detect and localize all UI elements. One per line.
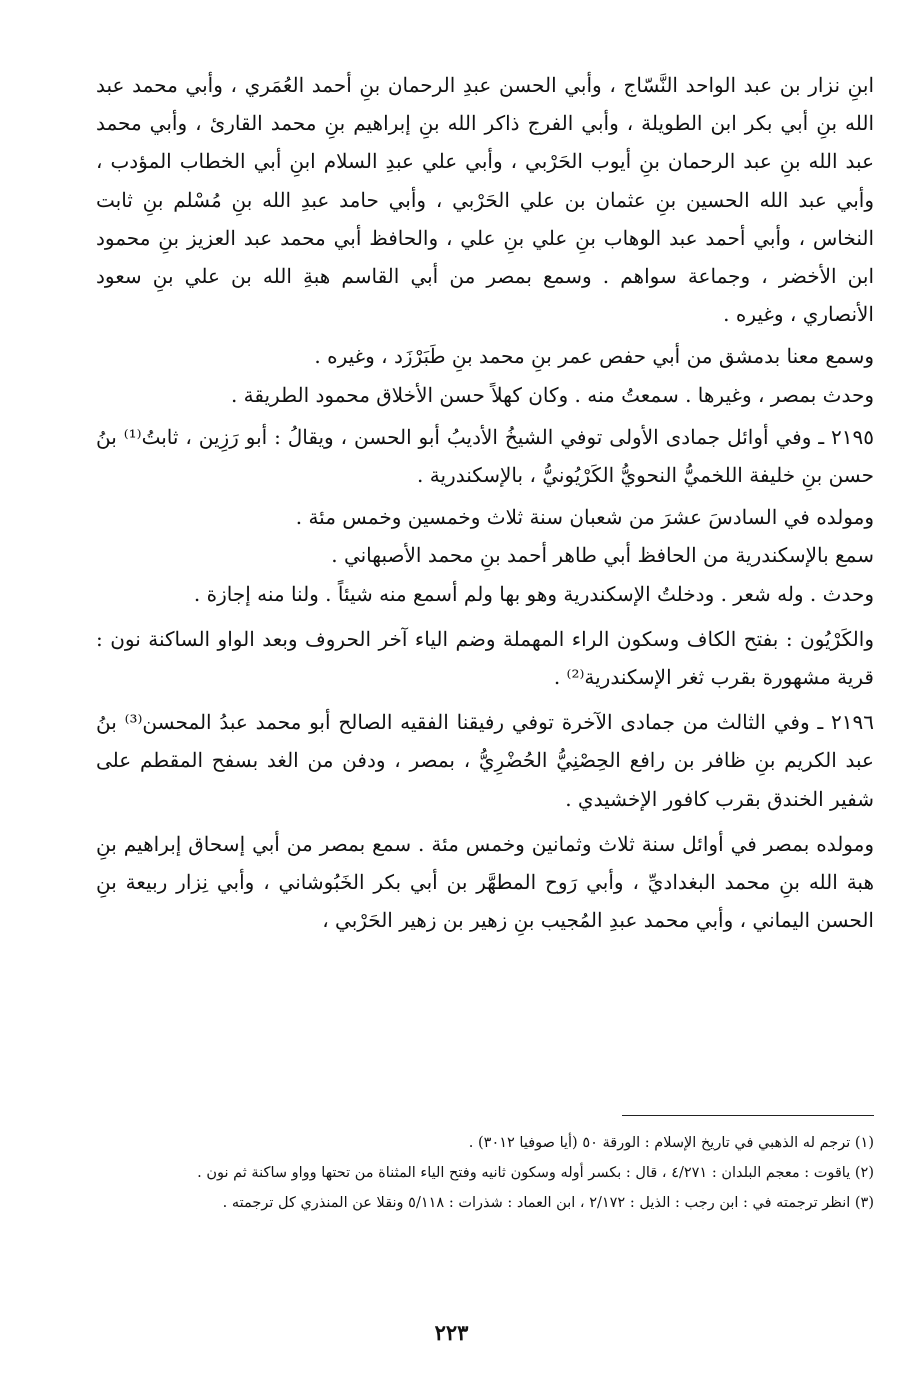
paragraph-poetry-2195: وحدث . وله شعر . ودخلتُ الإسكندرية وهو بها ولم أسمع منه شيئاً . ولنا منه إجازة . — [193, 581, 874, 606]
entry-2196: ٢١٩٦ ـ وفي الثالث من جمادى الآخرة توفي رفيقنا الفقيه الصالح أبو محمد عبدُ المحسن⁽³⁾ بنُ عبد الكريم بنِ ظافر بن رافع الحِصْنِيُّ الحُضْرِيُّ ، بمصر ، ودفن من الغد بسفح المقطم على شفير الخندق بقرب كافور الإخشيدي . — [96, 710, 874, 811]
main-text — [96, 66, 874, 939]
footnote-2: (٢) ياقوت : معجم البلدان : ٤/٢٧١ ، قال : بكسر أوله وسكون ثانيه وفتح الياء المثناة من تحتها وواو ساكنة ثم نون . — [197, 1165, 874, 1181]
page-number: ٢٢٣ — [434, 1320, 469, 1345]
footnotes — [96, 1128, 874, 1218]
entry-2195: ٢١٩٥ ـ وفي أوائل جمادى الأولى توفي الشيخُ الأديبُ أبو الحسن ، ويقالُ : أبو رَزِين ، ثابتُ⁽¹⁾ بنُ حسن بنِ خليفة اللخميُّ النحويُّ الكَرْيُونيُّ ، بالإسكندرية . — [96, 424, 875, 488]
footnote-1: (١) ترجم له الذهبي في تاريخ الإسلام : الورقة ٥٠ (أيا صوفيا ٣٠١٢) . — [468, 1135, 874, 1151]
footnote-3: (٣) انظر ترجمته في : ابن رجب : الذيل : ٢/١٧٢ ، ابن العماد : شذرات : ٥/١١٨ ونقلا عن المنذري كل ترجمته . — [222, 1195, 874, 1211]
paragraph-damascus: وسمع معنا بدمشق من أبي حفص عمر بنِ محمد بنِ طَبَرْزَد ، وغيره . — [314, 344, 874, 369]
paragraph-karyun: والكَرْيُون : بفتح الكاف وسكون الراء المهملة وضم الياء آخر الحروف وبعد الواو الساكنة نون : قرية مشهورة بقرب ثغر الإسكندرية⁽²⁾ . — [96, 626, 874, 690]
footnote-divider — [622, 1115, 874, 1116]
paragraph-teachers: ابنِ نزار بن عبد الواحد النَّسّاج ، وأبي الحسن عبدِ الرحمان بنِ أحمد العُمَري ، وأبي محمد عبد الله بنِ أبي بكر ابن الطويلة ، وأبي الفرج ذاكر الله بنِ إبراهيم بنِ محمد القارئ ، وأبي محمد عبد الله بنِ عبد الرحمان بنِ أيوب الحَرْبي ، وأبي علي عبدِ السلام ابنِ أبي الخطاب المؤدب ، وأبي عبد الله الحسين بنِ عثمان بن علي الحَرْبي ، وأبي حامد عبدِ الله بنِ مُسْلم بنِ ثابت النخاس ، وأبي أحمد عبد الوهاب بنِ علي بنِ علي ، والحافظ أبي محمد عبد العزيز بنِ محمود ابن الأخضر ، وجماعة سواهم . وسمع بمصر من أبي القاسم هبةِ الله بن علي بنِ سعود الأنصاري ، وغيره . — [96, 73, 874, 327]
paragraph-birth-2195: ومولده في السادسَ عشرَ من شعبان سنة ثلاث وخمسين وخمس مئة . — [295, 505, 874, 530]
paragraph-heard-2195: سمع بالإسكندرية من الحافظ أبي طاهر أحمد بنِ محمد الأصبهاني . — [331, 543, 874, 568]
paragraph-narrated: وحدث بمصر ، وغيرها . سمعتُ منه . وكان كهلاً حسن الأخلاق محمود الطريقة . — [230, 382, 874, 407]
paragraph-birth-2196: ومولده بمصر في أوائل سنة ثلاث وثمانين وخمس مئة . سمع بمصر من أبي إسحاق إبراهيم بنِ هبة الله بنِ محمد البغداديِّ ، وأبي رَوح المطهَّر بن أبي بكر الخَبُوشاني ، وأبي نِزار ربيعة بنِ الحسن اليماني ، وأبي محمد عبدِ المُجيب بنِ زهير بن زهير الحَرْبي ، — [96, 831, 874, 933]
